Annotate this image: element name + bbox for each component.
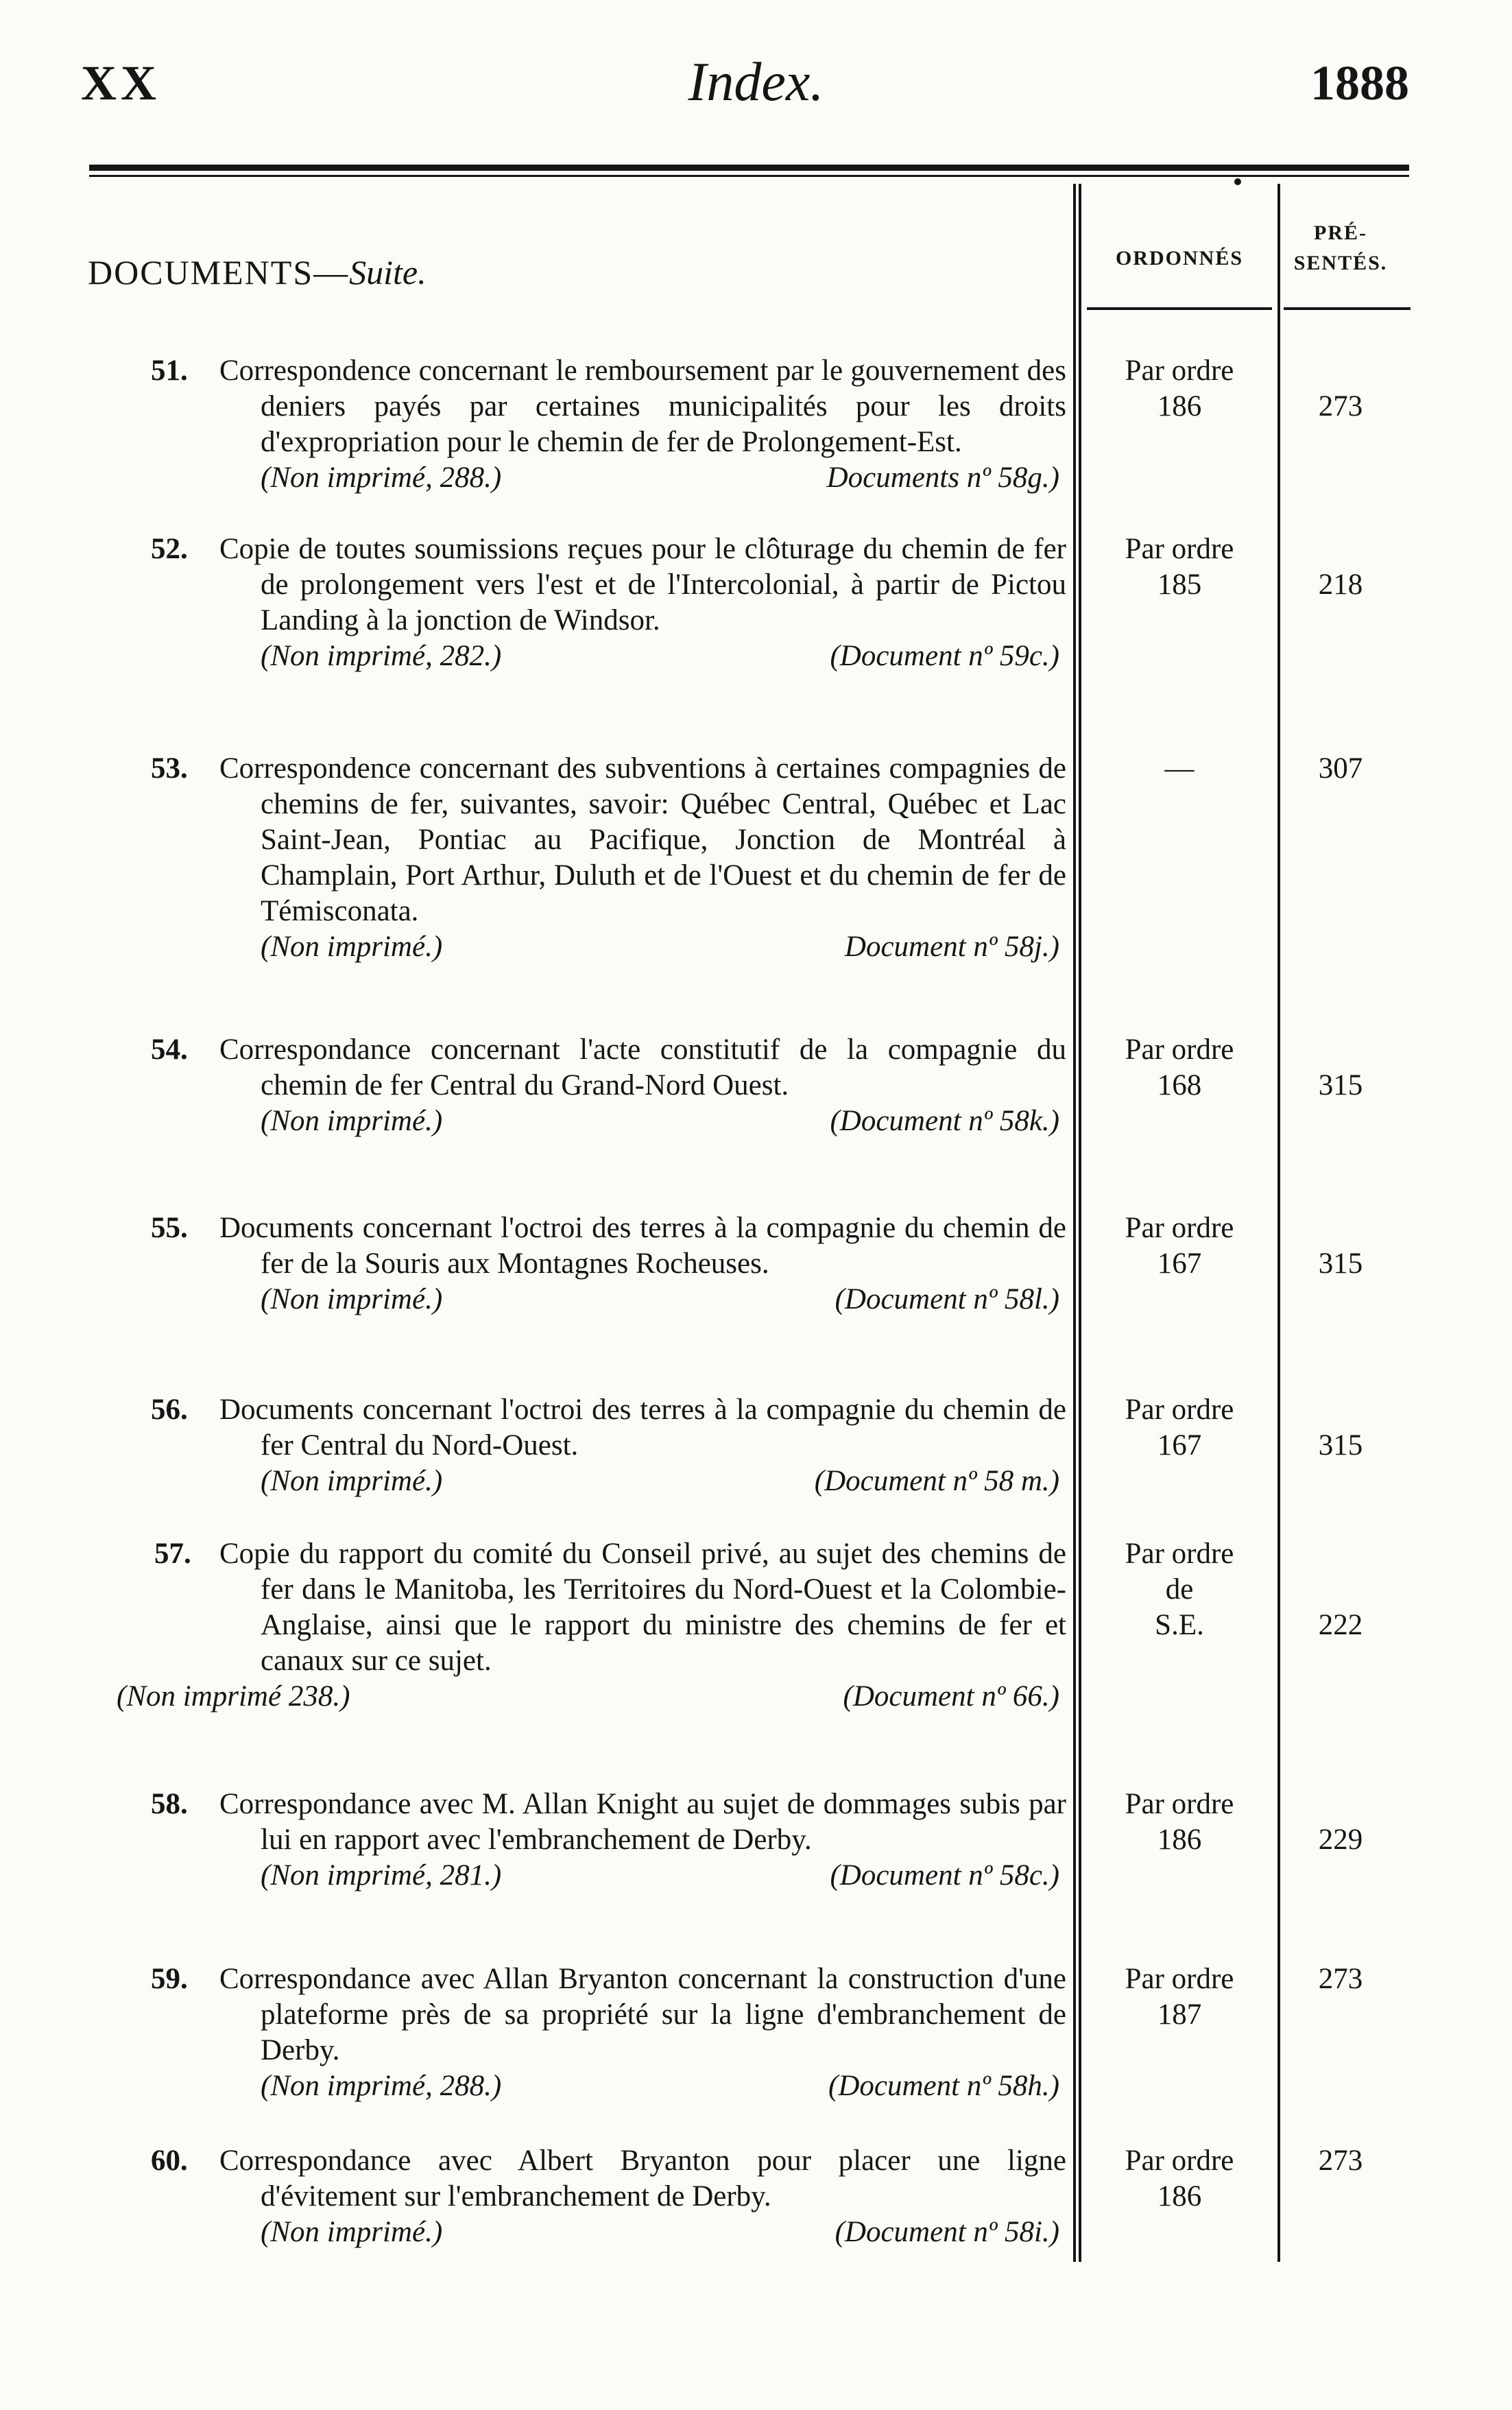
entry-ordonnes-line: 186 <box>1157 1824 1202 1856</box>
entry-body <box>219 1787 1066 1894</box>
page-number: XX <box>81 56 160 110</box>
entry-ordonnes <box>1087 353 1272 425</box>
entry-presentes: 273 <box>1318 2145 1363 2177</box>
column-header-ordonnes: ORDONNÉS <box>1115 247 1244 270</box>
entry-ordonnes-line: Par ordre <box>1125 533 1234 565</box>
entry-print-status: (Non imprimé.) <box>261 1105 443 1137</box>
entry-body <box>219 751 1066 965</box>
entry-presentes: 218 <box>1318 569 1363 601</box>
entry-print-status: (Non imprimé, 288.) <box>261 2070 502 2102</box>
column-header-presentes-line2: SENTÉS. <box>1293 251 1388 274</box>
entry-body <box>219 353 1066 496</box>
column-rule <box>1284 307 1411 310</box>
entry-print-status: (Non imprimé, 288.) <box>261 462 502 494</box>
entry-document-number: (Document nº 59c.) <box>830 640 1059 672</box>
entry-ordonnes-line: 167 <box>1157 1248 1202 1280</box>
entry-number: 59. <box>151 1963 188 1995</box>
entry-body <box>219 1392 1066 1499</box>
entry-reference <box>219 929 1066 965</box>
entry-ordonnes <box>1087 1032 1272 1103</box>
entry-ordonnes <box>1087 1961 1272 2033</box>
column-divider <box>1079 184 1081 2262</box>
header-rule-thick <box>89 165 1409 171</box>
entry-document-number: (Document nº 58k.) <box>830 1105 1059 1137</box>
entry-document-number: (Document nº 58c.) <box>830 1859 1059 1892</box>
entry-reference <box>219 460 1066 496</box>
entry-number: 58. <box>151 1788 188 1820</box>
section-title-suffix: Suite. <box>349 253 427 291</box>
entry-text: Copie de toutes soumissions reçues pour le clôturage du chemin de fer de prolongement vers l'est et de l'Intercolonial, à partir de Pictou Landing à la jonction de Windsor. <box>219 533 1066 636</box>
entry-ordonnes-line: Par ordre <box>1125 1538 1234 1570</box>
entry-ordonnes-line: Par ordre <box>1125 1788 1234 1820</box>
entry-number: 57. <box>154 1538 191 1570</box>
entry-reference <box>219 1103 1066 1139</box>
entry-document-number: (Document nº 58h.) <box>828 2070 1059 2102</box>
entry-number: 54. <box>151 1034 188 1066</box>
entry-number: 60. <box>151 2145 188 2177</box>
entry-number: 56. <box>151 1394 188 1426</box>
entry-ordonnes-line: Par ordre <box>1125 1212 1234 1244</box>
entry-body <box>219 1210 1066 1317</box>
entry-ordonnes-line: Par ordre <box>1125 1034 1234 1066</box>
entry-ordonnes <box>1087 2143 1272 2215</box>
entry-text: Correspondence concernant des subventions à certaines compagnies de chemins de fer, suivantes, savoir: Québec Central, Québec et Lac Saint-Jean, Pontiac au Pacifique, Jonction de Montréal à Champlain, Port Arthur, Duluth et de l'Ouest et du chemin de fer de Témisconata. <box>219 752 1066 927</box>
entry-text: Documents concernant l'octroi des terres à la compagnie du chemin de fer Central du Nord-Ouest. <box>219 1394 1066 1461</box>
entry-presentes: 229 <box>1318 1824 1363 1856</box>
entry-presentes: 307 <box>1318 752 1363 785</box>
entry-ordonnes-line: 168 <box>1157 1069 1202 1101</box>
entry-ordonnes-line: Par ordre <box>1125 2145 1234 2177</box>
entry-ordonnes <box>1087 532 1272 603</box>
entry-number: 55. <box>151 1212 188 1244</box>
entry-document-number: (Document nº 66.) <box>843 1680 1059 1713</box>
entry-presentes: 222 <box>1318 1609 1363 1641</box>
entry-text: Documents concernant l'octroi des terres à la compagnie du chemin de fer de la Souris aux Montagnes Rocheuses. <box>219 1212 1066 1280</box>
entry-document-number: Documents nº 58g.) <box>826 462 1059 494</box>
entry-ordonnes-line: — <box>1164 752 1195 785</box>
entry-document-number: Document nº 58j.) <box>844 931 1059 963</box>
entry-reference <box>219 1464 1066 1499</box>
entry-ordonnes-line: de <box>1165 1573 1194 1606</box>
entry-ordonnes-line: Par ordre <box>1125 1963 1234 1995</box>
entry-number: 53. <box>151 752 188 785</box>
entry-text: Correspondence concernant le remboursement par le gouvernement des deniers payés par certaines municipalités pour les droits d'expropriation pour le chemin de fer de Prolongement-Est. <box>219 355 1066 458</box>
entry-ordonnes-line: S.E. <box>1155 1609 1204 1641</box>
column-header-presentes <box>1289 218 1392 278</box>
entry-text: Copie du rapport du comité du Conseil privé, au sujet des chemins de fer dans le Manitoba, les Territoires du Nord-Ouest et la Colombie-Anglaise, ainsi que le rapport du ministre des chemins de fer et canaux sur ce sujet. <box>219 1538 1066 1677</box>
entry-print-status: (Non imprimé.) <box>261 1283 443 1315</box>
entry-ordonnes <box>1087 1536 1272 1643</box>
entry-reference <box>219 1282 1066 1317</box>
entry-print-status: (Non imprimé.) <box>261 1465 443 1497</box>
entry-print-status: (Non imprimé.) <box>261 2216 443 2248</box>
entry-text: Correspondance concernant l'acte constitutif de la compagnie du chemin de fer Central du Grand-Nord Ouest. <box>219 1034 1066 1101</box>
entry-presentes: 315 <box>1318 1069 1363 1101</box>
entry-ordonnes <box>1087 751 1272 787</box>
section-title-main: DOCUMENTS— <box>88 253 350 291</box>
column-header-presentes-line1: PRÉ- <box>1314 222 1367 244</box>
entry-ordonnes-line: Par ordre <box>1125 1394 1234 1426</box>
entry-print-status: (Non imprimé 238.) <box>117 1680 350 1713</box>
entry-body <box>219 532 1066 674</box>
entry-ordonnes-line: 186 <box>1157 2180 1202 2212</box>
entry-ordonnes-line: 186 <box>1157 390 1202 422</box>
entry-print-status: (Non imprimé, 282.) <box>261 640 502 672</box>
entry-ordonnes-line: 167 <box>1157 1429 1202 1461</box>
column-divider <box>1073 184 1076 2262</box>
entry-document-number: (Document nº 58i.) <box>835 2216 1059 2248</box>
entry-presentes: 273 <box>1318 1963 1363 1995</box>
page-year: 1888 <box>1310 56 1409 110</box>
entry-text: Correspondance avec Albert Bryanton pour placer une ligne d'évitement sur l'embranchement de Derby. <box>219 2145 1066 2212</box>
page-title: Index. <box>688 52 824 112</box>
entry-body <box>219 2143 1066 2250</box>
entry-document-number: (Document nº 58l.) <box>835 1283 1059 1315</box>
entry-number: 51. <box>151 355 188 387</box>
entry-body <box>219 1961 1066 2104</box>
entry-text: Correspondance avec Allan Bryanton concernant la construction d'une plateforme près de sa propriété sur la ligne d'embranchement de Derby. <box>219 1963 1066 2066</box>
entry-reference <box>219 639 1066 674</box>
entry-body <box>219 1032 1066 1139</box>
section-title <box>88 252 427 292</box>
entry-presentes: 273 <box>1318 390 1363 422</box>
column-divider <box>1277 184 1280 2262</box>
entry-ordonnes <box>1087 1787 1272 1858</box>
entry-print-status: (Non imprimé.) <box>261 931 443 963</box>
entry-ordonnes <box>1087 1210 1272 1282</box>
entry-document-number: (Document nº 58 m.) <box>814 1465 1059 1497</box>
entry-reference <box>219 2068 1066 2104</box>
entry-print-status: (Non imprimé, 281.) <box>261 1859 502 1892</box>
column-mark <box>1234 178 1241 185</box>
entry-presentes: 315 <box>1318 1429 1363 1461</box>
entry-reference <box>219 1858 1066 1894</box>
header-rule-thin <box>89 175 1409 177</box>
entry-ordonnes-line: Par ordre <box>1125 355 1234 387</box>
column-rule <box>1087 307 1272 310</box>
entry-reference <box>117 1679 1066 1715</box>
entry-number: 52. <box>151 533 188 565</box>
entry-reference <box>219 2215 1066 2250</box>
entry-presentes: 315 <box>1318 1248 1363 1280</box>
entry-ordonnes <box>1087 1392 1272 1464</box>
entry-text: Correspondance avec M. Allan Knight au sujet de dommages subis par lui en rapport avec l'embranchement de Derby. <box>219 1788 1066 1856</box>
entry-ordonnes-line: 185 <box>1157 569 1202 601</box>
entry-ordonnes-line: 187 <box>1157 1999 1202 2031</box>
